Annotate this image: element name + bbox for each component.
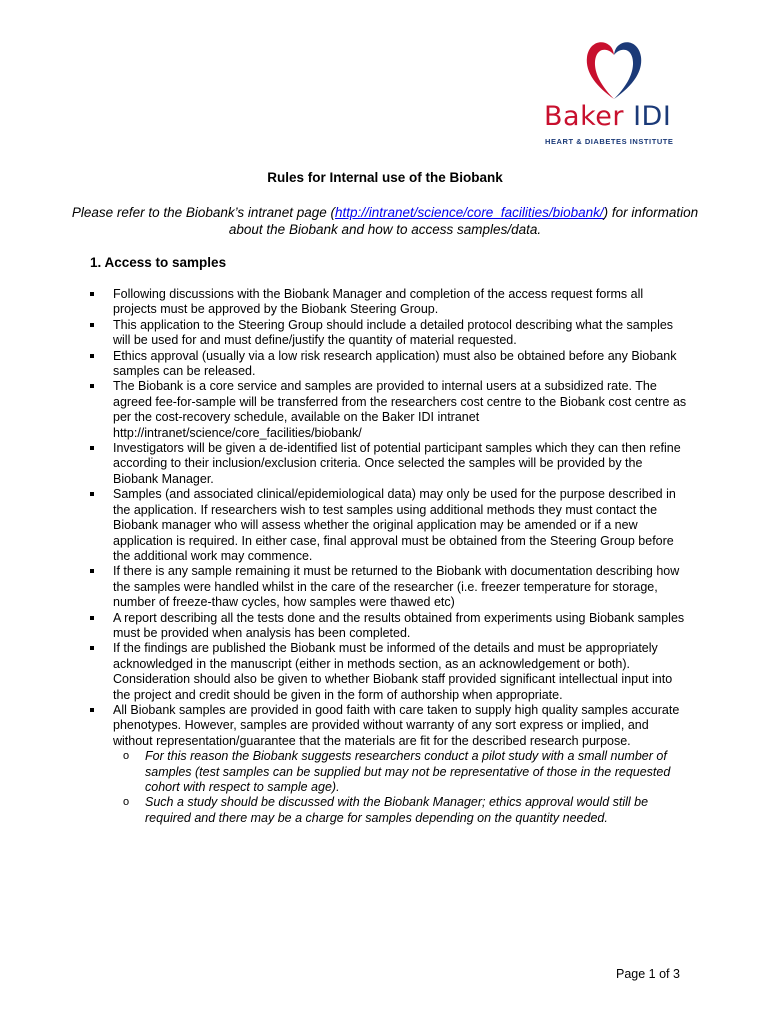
circle-bullet-icon: o [123,750,130,763]
list-item-text: Ethics approval (usually via a low risk research application) must also be obtained before any Biobank samples can be released. [113,348,677,379]
bullet-icon [90,446,94,450]
bullet-icon [90,492,94,496]
page-number: Page 1 of 3 [616,967,680,981]
biobank-intranet-link[interactable]: http://intranet/science/core_facilities/biobank/ [334,205,604,220]
bullet-icon [90,384,94,388]
intro-after: ) for information about the Biobank and how to access samples/data. [228,205,699,237]
sub-list-item [113,749,690,795]
sub-list-item-text: For this reason the Biobank suggests researchers conduct a pilot study with a small number of samples (test samples can be supplied but may not be representative of those in the requested cohort with respect to sample age). [145,749,671,794]
list-item-text: A report describing all the tests done and the results obtained from experiments using Biobank samples must be provided when analysis has been completed. [113,610,685,640]
logo-wordmark [544,102,671,132]
list-item [90,349,690,380]
list-item-text: The Biobank is a core service and samples are provided to internal users at a subsidized rate. The agreed fee-for-sample will be transferred from the researchers cost centre to the Biobank cost centre as per the cost-recovery schedule, available on the Baker IDI intranet http://intranet/science/core_facilities/biobank/ [113,379,687,440]
bullet-icon [90,323,94,327]
list-item-text: This application to the Steering Group should include a detailed protocol describing what the samples will be used for and must define/justify the quantity of material requested. [113,317,674,348]
list-item [90,487,690,564]
sub-list-item [113,795,690,826]
list-item [90,564,690,610]
list-item-text: If there is any sample remaining it must be returned to the Biobank with documentation describing how the samples were handled whilst in the care of the researcher (i.e. freezer temperature for storage, number of freeze-thaw cycles, how samples were thawed etc) [113,564,680,610]
list-item [90,287,690,318]
logo-word-baker: Baker [544,101,624,132]
heart-logo-icon [583,37,645,101]
list-item-text: Samples (and associated clinical/epidemiological data) may only be used for the purpose described in the application. If researchers wish to test samples using additional methods they must contact the Biobank manager who will assess whether the original application may be amended or if a new application is required. In either case, final approval must be obtained from the Steering Group before the additional work may commence. [113,487,676,563]
list-item [90,379,690,441]
sub-list [113,749,690,826]
list-item [90,611,690,642]
logo-word-idi: IDI [633,101,672,132]
list-item-text: Investigators will be given a de-identified list of potential participant samples which they can then refine according to their inclusion/exclusion criteria. Once selected the samples will be provided by the Biobank Manager. [113,441,681,486]
document-title: Rules for Internal use of the Biobank [267,170,503,185]
bullet-icon [90,646,94,650]
baker-idi-logo [543,37,683,149]
bullet-icon [90,354,94,358]
section-heading: 1. Access to samples [90,255,227,270]
intro-before: Please refer to the Biobank’s intranet page ( [71,205,335,220]
list-item-text: All Biobank samples are provided in good faith with care taken to supply high quality samples accurate phenotypes. However, samples are provided without warranty of any sort express or implied, and without representation/guarantee that the materials are fit for the described research purpose. [113,702,680,748]
bullet-icon [90,616,94,620]
list-item [90,441,690,487]
circle-bullet-icon: o [123,796,130,809]
list-item-text: Following discussions with the Biobank Manager and completion of the access request forms all projects must be approved by the Biobank Steering Group. [113,287,644,317]
logo-subtitle: HEART & DIABETES INSTITUTE [545,137,674,146]
list-item-text: If the findings are published the Biobank must be informed of the details and must be appropriately acknowledged in the manuscript (either in methods section, as an acknowledgement or both). Consideration should also be given to whether Biobank staff provided significant intellectual input into the project and credit should be given in the form of authorship when appropriate. [113,641,673,702]
list-item [90,703,690,826]
list-item [90,641,690,703]
sub-list-item-text: Such a study should be discussed with the Biobank Manager; ethics approval would still be required and there may be a charge for samples depending on the quantity needed. [145,795,649,825]
bullet-icon [90,708,94,712]
intro-paragraph [60,204,710,238]
rules-list [90,287,690,826]
list-item [90,318,690,349]
bullet-icon [90,569,94,573]
bullet-icon [90,292,94,296]
